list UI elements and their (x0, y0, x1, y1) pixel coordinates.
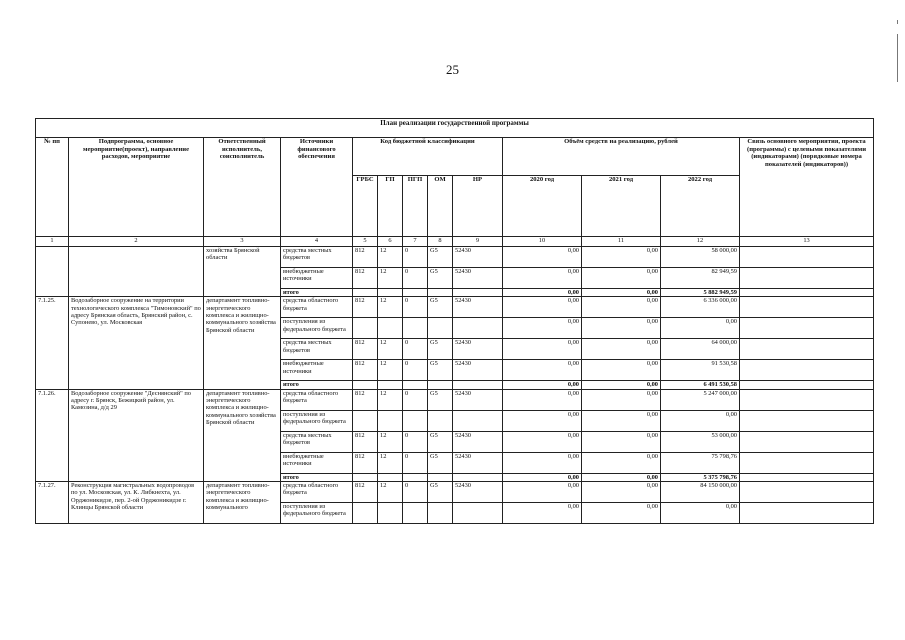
amount-y2021: 0,00 (582, 360, 661, 381)
indicator-link-cell (740, 503, 874, 524)
code-gp (378, 289, 403, 297)
header-indicator-link: Связь основного мероприятия, проекта (программы) с целевыми показателями (индикаторами) (порядковые номера показателей (индикаторов)) (740, 138, 874, 237)
header-om: ОМ (428, 176, 453, 237)
executor-text: департамент топливно-энергетического комплекса и жилищно-коммунального хозяйства Брянской области (206, 297, 276, 334)
header-2021: 2021 год (582, 176, 661, 237)
indicator-link-cell (740, 381, 874, 389)
code-nr: 52430 (453, 268, 503, 289)
code-nr: 52430 (453, 247, 503, 268)
amount-y2021: 0,00 (582, 247, 661, 268)
amount-y2021: 0,00 (582, 318, 661, 339)
amount-y2022: 84 150 000,00 (661, 482, 740, 503)
column-number: 10 (503, 237, 582, 247)
total-y2021: 0,00 (582, 289, 661, 297)
code-om: G5 (428, 339, 453, 360)
item-number: 7.1.26. (36, 389, 69, 481)
header-grbs: ГРБС (353, 176, 378, 237)
amount-y2021: 0,00 (582, 389, 661, 410)
total-label: итого (281, 473, 353, 481)
header-executor: Ответственный исполнитель, соисполнитель (204, 138, 281, 237)
code-nr: 52430 (453, 297, 503, 318)
source-of-funds: средства областного бюджета (281, 389, 353, 410)
amount-y2021: 0,00 (582, 452, 661, 473)
indicator-link-cell (740, 247, 874, 268)
code-nr (453, 318, 503, 339)
code-grbs (353, 503, 378, 524)
total-y2020: 0,00 (503, 289, 582, 297)
indicator-link-cell (740, 452, 874, 473)
column-number: 2 (69, 237, 204, 247)
code-grbs: 812 (353, 268, 378, 289)
column-number-row (36, 237, 874, 247)
amount-y2020: 0,00 (503, 318, 582, 339)
code-nr: 52430 (453, 431, 503, 452)
amount-y2020: 0,00 (503, 268, 582, 289)
code-pgp (403, 289, 428, 297)
source-of-funds: поступления из федерального бюджета (281, 318, 353, 339)
code-grbs: 812 (353, 360, 378, 381)
code-nr (453, 381, 503, 389)
amount-y2021: 0,00 (582, 431, 661, 452)
total-y2021: 0,00 (582, 381, 661, 389)
total-y2022: 5 882 949,59 (661, 289, 740, 297)
code-grbs (353, 381, 378, 389)
source-of-funds: средства местных бюджетов (281, 247, 353, 268)
code-pgp (403, 473, 428, 481)
header-nr: НР (453, 176, 503, 237)
code-gp (378, 473, 403, 481)
source-of-funds: средства местных бюджетов (281, 431, 353, 452)
code-om (428, 410, 453, 431)
code-gp: 12 (378, 482, 403, 503)
total-y2020: 0,00 (503, 473, 582, 481)
column-number: 1 (36, 237, 69, 247)
program-plan-table (35, 118, 874, 524)
column-number: 5 (353, 237, 378, 247)
header-budget-code: Код бюджетной классификации (353, 138, 503, 176)
code-grbs: 812 (353, 482, 378, 503)
total-y2020: 0,00 (503, 381, 582, 389)
scan-edge-mark (897, 20, 898, 24)
code-gp: 12 (378, 247, 403, 268)
code-grbs: 812 (353, 247, 378, 268)
source-of-funds: средства областного бюджета (281, 482, 353, 503)
code-pgp: 0 (403, 268, 428, 289)
amount-y2020: 0,00 (503, 247, 582, 268)
code-gp: 12 (378, 360, 403, 381)
table-row (36, 482, 874, 503)
code-gp: 12 (378, 389, 403, 410)
column-number: 7 (403, 237, 428, 247)
source-of-funds: поступления из федерального бюджета (281, 410, 353, 431)
item-number (36, 247, 69, 297)
amount-y2021: 0,00 (582, 268, 661, 289)
code-grbs (353, 473, 378, 481)
amount-y2021: 0,00 (582, 297, 661, 318)
code-om: G5 (428, 482, 453, 503)
code-gp: 12 (378, 297, 403, 318)
amount-y2022: 64 000,00 (661, 339, 740, 360)
amount-y2020: 0,00 (503, 431, 582, 452)
code-nr: 52430 (453, 360, 503, 381)
code-gp (378, 381, 403, 389)
code-grbs (353, 410, 378, 431)
code-nr (453, 289, 503, 297)
amount-y2022: 5 247 000,00 (661, 389, 740, 410)
code-om: G5 (428, 360, 453, 381)
code-grbs: 812 (353, 452, 378, 473)
code-pgp: 0 (403, 431, 428, 452)
code-om: G5 (428, 247, 453, 268)
indicator-link-cell (740, 431, 874, 452)
amount-y2020: 0,00 (503, 360, 582, 381)
header-row (36, 138, 874, 176)
code-om: G5 (428, 297, 453, 318)
amount-y2022: 6 336 000,00 (661, 297, 740, 318)
amount-y2022: 75 798,76 (661, 452, 740, 473)
executor-text: департамент топливно-энергетического комплекса и жилищно-коммунального хозяйства Брянской области (206, 389, 276, 427)
amount-y2020: 0,00 (503, 389, 582, 410)
item-executor (204, 297, 281, 389)
table-title-row (36, 119, 874, 138)
amount-y2022: 82 949,59 (661, 268, 740, 289)
amount-y2021: 0,00 (582, 339, 661, 360)
code-om: G5 (428, 389, 453, 410)
item-number: 7.1.25. (36, 297, 69, 389)
column-number: 4 (281, 237, 353, 247)
indicator-link-cell (740, 482, 874, 503)
item-name (69, 247, 204, 297)
column-number: 12 (661, 237, 740, 247)
code-nr (453, 473, 503, 481)
code-grbs: 812 (353, 339, 378, 360)
code-pgp (403, 381, 428, 389)
amount-y2022: 0,00 (661, 318, 740, 339)
item-name: Водозаборное сооружение на территории технологического комплекса "Тимоновский" по адресу Брянская область, Брянский район, с. Супонево, ул. Московская (69, 297, 204, 389)
column-number: 6 (378, 237, 403, 247)
indicator-link-cell (740, 297, 874, 318)
code-gp: 12 (378, 452, 403, 473)
amount-y2021: 0,00 (582, 482, 661, 503)
indicator-link-cell (740, 473, 874, 481)
table-title: План реализации государственной программы (36, 119, 874, 138)
item-executor (204, 389, 281, 481)
amount-y2020: 0,00 (503, 452, 582, 473)
indicator-link-cell (740, 318, 874, 339)
code-om (428, 503, 453, 524)
source-of-funds: поступления из федерального бюджета (281, 503, 353, 524)
indicator-link-cell (740, 268, 874, 289)
amount-y2020: 0,00 (503, 297, 582, 318)
code-gp: 12 (378, 268, 403, 289)
column-number: 13 (740, 237, 874, 247)
code-nr: 52430 (453, 452, 503, 473)
indicator-link-cell (740, 339, 874, 360)
item-executor (204, 247, 281, 297)
column-number: 9 (453, 237, 503, 247)
amount-y2021: 0,00 (582, 410, 661, 431)
header-sources: Источники финансового обеспечения (281, 138, 353, 237)
code-pgp: 0 (403, 247, 428, 268)
header-subprogram: Подпрограмма, основное мероприятие(проект), направление расходов, мероприятие (69, 138, 204, 237)
code-om (428, 381, 453, 389)
amount-y2022: 58 000,00 (661, 247, 740, 268)
amount-y2022: 0,00 (661, 503, 740, 524)
indicator-link-cell (740, 289, 874, 297)
code-nr: 52430 (453, 389, 503, 410)
code-grbs: 812 (353, 389, 378, 410)
header-gp: ГП (378, 176, 403, 237)
code-pgp (403, 410, 428, 431)
amount-y2022: 91 530,58 (661, 360, 740, 381)
amount-y2020: 0,00 (503, 410, 582, 431)
table-body (36, 119, 874, 524)
item-executor (204, 482, 281, 524)
code-nr (453, 410, 503, 431)
code-pgp: 0 (403, 482, 428, 503)
code-om: G5 (428, 431, 453, 452)
code-om: G5 (428, 268, 453, 289)
code-om (428, 473, 453, 481)
code-pgp: 0 (403, 389, 428, 410)
code-om (428, 318, 453, 339)
column-number: 11 (582, 237, 661, 247)
amount-y2021: 0,00 (582, 503, 661, 524)
page-number: 25 (446, 62, 459, 77)
code-gp (378, 503, 403, 524)
indicator-link-cell (740, 389, 874, 410)
code-om (428, 289, 453, 297)
header-no: № пп (36, 138, 69, 237)
code-gp (378, 410, 403, 431)
amount-y2022: 0,00 (661, 410, 740, 431)
table-row (36, 389, 874, 410)
code-gp: 12 (378, 339, 403, 360)
total-y2022: 6 491 530,58 (661, 381, 740, 389)
code-nr: 52430 (453, 339, 503, 360)
column-number: 8 (428, 237, 453, 247)
indicator-link-cell (740, 360, 874, 381)
source-of-funds: средства областного бюджета (281, 297, 353, 318)
code-pgp: 0 (403, 297, 428, 318)
item-name: Водозаборное сооружение "Деснянский" по адресу г. Брянск, Бежицкий район, ул. Камозина, д/д 29 (69, 389, 204, 481)
scan-edge-mark (897, 34, 898, 82)
header-2020: 2020 год (503, 176, 582, 237)
header-volume: Объём средств на реализацию, рублей (503, 138, 740, 176)
code-gp (378, 318, 403, 339)
table-row (36, 297, 874, 318)
total-label: итого (281, 289, 353, 297)
table-row (36, 247, 874, 268)
header-pgp: ПГП (403, 176, 428, 237)
code-grbs (353, 289, 378, 297)
source-of-funds: внебюджетные источники (281, 268, 353, 289)
code-pgp: 0 (403, 339, 428, 360)
source-of-funds: внебюджетные источники (281, 360, 353, 381)
amount-y2020: 0,00 (503, 482, 582, 503)
executor-text: хозяйства Брянской области (206, 247, 260, 262)
code-gp: 12 (378, 431, 403, 452)
item-number: 7.1.27. (36, 482, 69, 524)
source-of-funds: средства местных бюджетов (281, 339, 353, 360)
column-number: 3 (204, 237, 281, 247)
total-label: итого (281, 381, 353, 389)
executor-text: департамент топливно-энергетического комплекса и жилищно-коммунального (206, 482, 270, 512)
amount-y2020: 0,00 (503, 503, 582, 524)
indicator-link-cell (740, 410, 874, 431)
code-om: G5 (428, 452, 453, 473)
code-grbs (353, 318, 378, 339)
code-nr: 52430 (453, 482, 503, 503)
code-nr (453, 503, 503, 524)
total-y2021: 0,00 (582, 473, 661, 481)
source-of-funds: внебюджетные источники (281, 452, 353, 473)
total-y2022: 5 375 798,76 (661, 473, 740, 481)
code-grbs: 812 (353, 431, 378, 452)
code-pgp (403, 318, 428, 339)
amount-y2020: 0,00 (503, 339, 582, 360)
code-pgp: 0 (403, 452, 428, 473)
code-pgp: 0 (403, 360, 428, 381)
code-pgp (403, 503, 428, 524)
code-grbs: 812 (353, 297, 378, 318)
header-2022: 2022 год (661, 176, 740, 237)
amount-y2022: 53 000,00 (661, 431, 740, 452)
item-name: Реконструкция магистральных водопроводов по ул. Московская, ул. К. Либкнехта, ул. Орджоникидзе, пер. 2-ой Орджоникидзе г. Клинцы Брянской области (69, 482, 204, 524)
